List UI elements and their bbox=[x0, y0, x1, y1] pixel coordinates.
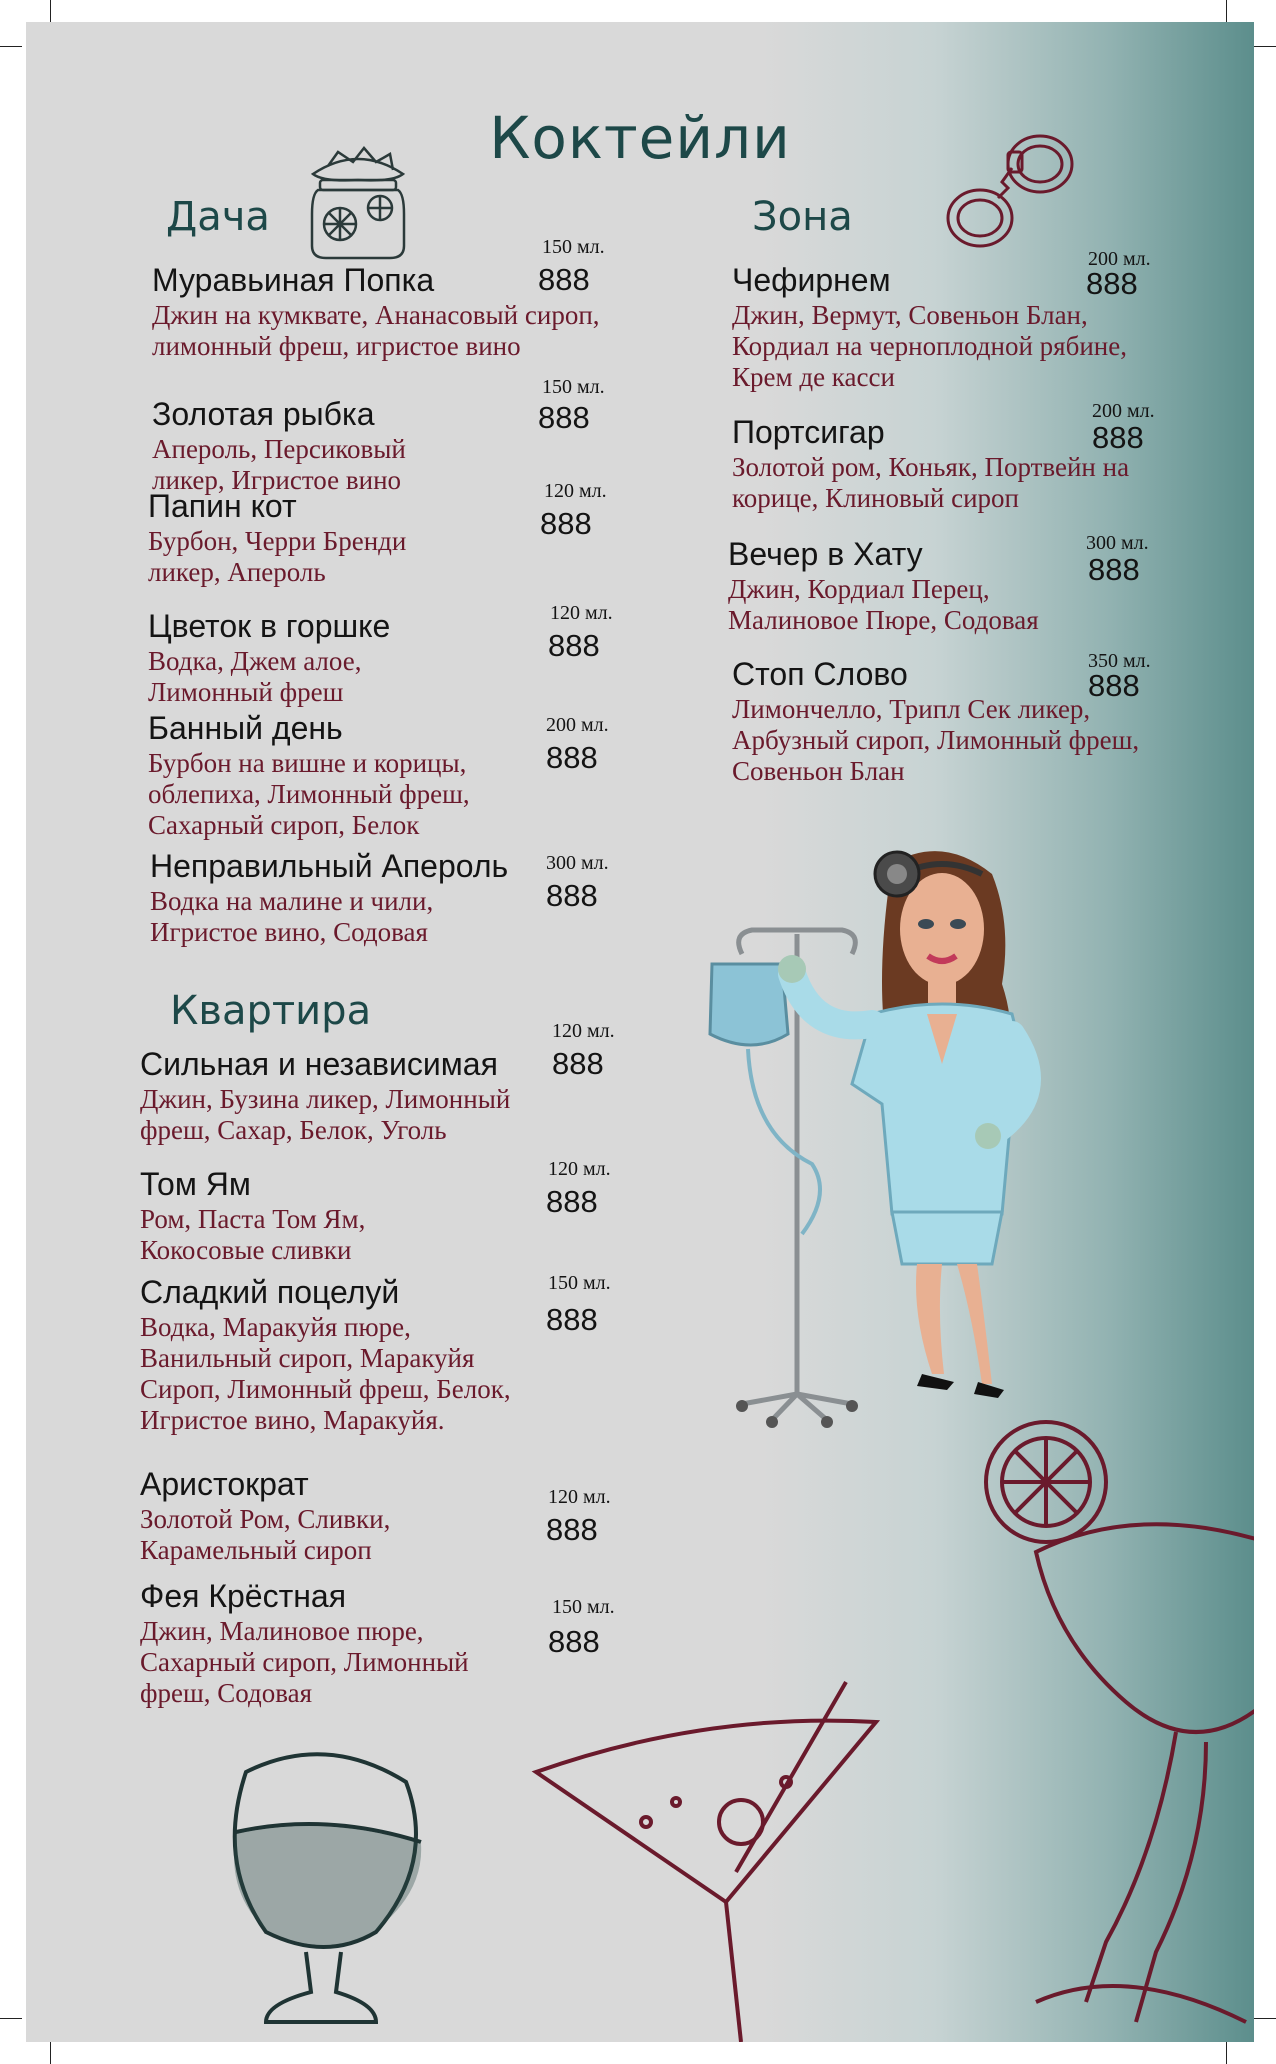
item-name: Стоп Слово bbox=[732, 656, 908, 692]
item-name: Золотая рыбка bbox=[152, 396, 375, 432]
menu-item bbox=[140, 1046, 580, 1146]
item-name: Цветок в горшке bbox=[148, 608, 391, 644]
item-volume: 300 мл. bbox=[1086, 532, 1149, 554]
page-title: Коктейли bbox=[489, 104, 791, 172]
crop-mark bbox=[1254, 46, 1276, 47]
item-volume: 200 мл. bbox=[1092, 400, 1155, 422]
crop-mark bbox=[50, 0, 51, 22]
menu-item bbox=[140, 1466, 470, 1566]
item-price: 888 bbox=[1088, 668, 1140, 703]
item-volume: 200 мл. bbox=[1088, 248, 1151, 270]
item-name: Банный день bbox=[148, 710, 343, 746]
item-description: Ром, Паста Том Ям, Кокосовые сливки bbox=[140, 1204, 366, 1265]
menu-item bbox=[148, 608, 448, 708]
item-price: 888 bbox=[546, 1302, 598, 1337]
item-volume: 300 мл. bbox=[546, 852, 609, 874]
item-volume: 150 мл. bbox=[542, 236, 605, 258]
margarita-glass-icon bbox=[976, 1402, 1254, 2042]
item-volume: 120 мл. bbox=[550, 602, 613, 624]
item-description: Бурбон на вишне и корицы, облепиха, Лимонный фреш, Сахарный сироп, Белок bbox=[148, 748, 470, 840]
item-name: Вечер в Хату bbox=[728, 536, 923, 572]
handcuffs-icon bbox=[942, 126, 1082, 256]
item-description: Джин, Малиновое пюре, Сахарный сироп, Лимонный фреш, Содовая bbox=[140, 1616, 469, 1708]
item-price: 888 bbox=[548, 628, 600, 663]
section-title-kvartira: Квартира bbox=[170, 988, 372, 1034]
item-price: 888 bbox=[1092, 420, 1144, 455]
menu-item bbox=[148, 488, 478, 588]
item-volume: 120 мл. bbox=[552, 1020, 615, 1042]
menu-item bbox=[140, 1166, 450, 1266]
item-name: Аристократ bbox=[140, 1466, 309, 1502]
item-description: Джин на кумквате, Ананасовый сироп, лимонный фреш, игристое вино bbox=[152, 300, 600, 361]
crop-mark bbox=[1226, 0, 1227, 22]
item-volume: 150 мл. bbox=[542, 376, 605, 398]
item-volume: 150 мл. bbox=[548, 1272, 611, 1294]
item-volume: 120 мл. bbox=[544, 480, 607, 502]
menu-item bbox=[140, 1274, 530, 1436]
menu-item bbox=[148, 710, 538, 841]
item-price: 888 bbox=[538, 262, 590, 297]
item-description: Водка на малине и чили, Игристое вино, Содовая bbox=[150, 886, 434, 947]
menu-item bbox=[150, 848, 530, 948]
menu-item bbox=[728, 536, 1108, 636]
item-description: Лимончелло, Трипл Сек ликер, Арбузный сироп, Лимонный фреш, Совеньон Блан bbox=[732, 694, 1140, 786]
item-volume: 150 мл. bbox=[552, 1596, 615, 1618]
item-name: Сладкий поцелуй bbox=[140, 1274, 400, 1310]
item-volume: 120 мл. bbox=[548, 1486, 611, 1508]
item-price: 888 bbox=[546, 878, 598, 913]
item-description: Водка, Джем алое, Лимонный фреш bbox=[148, 646, 362, 707]
item-price: 888 bbox=[548, 1624, 600, 1659]
jam-jar-icon bbox=[298, 134, 418, 264]
item-name: Сильная и независимая bbox=[140, 1046, 498, 1082]
item-description: Золотой ром, Коньяк, Портвейн на корице, Клиновый сироп bbox=[732, 452, 1130, 513]
item-name: Чефирнем bbox=[732, 262, 891, 298]
item-price: 888 bbox=[1086, 266, 1138, 301]
item-name: Неправильный Апероль bbox=[150, 848, 509, 884]
item-price: 888 bbox=[546, 1184, 598, 1219]
item-description: Джин, Бузина ликер, Лимонный фреш, Сахар, Белок, Уголь bbox=[140, 1084, 511, 1145]
crop-mark bbox=[1226, 2042, 1227, 2064]
item-description: Водка, Маракуйя пюре, Ванильный сироп, Маракуйя Сироп, Лимонный фреш, Белок, Игристое вино, Маракуйя. bbox=[140, 1312, 511, 1435]
nurse-illustration bbox=[692, 834, 1102, 1434]
menu-page bbox=[26, 22, 1254, 2042]
cognac-glass-icon bbox=[206, 1742, 446, 2042]
item-name: Том Ям bbox=[140, 1166, 251, 1202]
item-name: Портсигар bbox=[732, 414, 885, 450]
item-name: Папин кот bbox=[148, 488, 297, 524]
item-description: Золотой Ром, Сливки, Карамельный сироп bbox=[140, 1504, 391, 1565]
item-price: 888 bbox=[540, 506, 592, 541]
item-volume: 200 мл. bbox=[546, 714, 609, 736]
crop-mark bbox=[0, 46, 22, 47]
martini-glass-icon bbox=[526, 1672, 906, 2042]
item-name: Фея Крёстная bbox=[140, 1578, 347, 1614]
item-volume: 350 мл. bbox=[1088, 650, 1151, 672]
item-price: 888 bbox=[546, 740, 598, 775]
section-title-zona: Зона bbox=[752, 194, 853, 240]
item-name: Муравьиная Попка bbox=[152, 262, 435, 298]
section-title-dacha: Дача bbox=[166, 194, 270, 240]
item-price: 888 bbox=[552, 1046, 604, 1081]
item-description: Джин, Вермут, Совеньон Блан, Кордиал на черноплодной рябине, Крем де касси bbox=[732, 300, 1127, 392]
item-price: 888 bbox=[1088, 552, 1140, 587]
item-description: Джин, Кордиал Перец, Малиновое Пюре, Содовая bbox=[728, 574, 1039, 635]
crop-mark bbox=[0, 2018, 22, 2019]
item-description: Бурбон, Черри Бренди ликер, Апероль bbox=[148, 526, 407, 587]
crop-mark bbox=[50, 2042, 51, 2064]
item-price: 888 bbox=[538, 400, 590, 435]
item-description: Апероль, Персиковый ликер, Игристое вино bbox=[152, 434, 406, 495]
crop-mark bbox=[1254, 2018, 1276, 2019]
item-volume: 120 мл. bbox=[548, 1158, 611, 1180]
item-price: 888 bbox=[546, 1512, 598, 1547]
menu-item bbox=[140, 1578, 530, 1709]
menu-item bbox=[152, 396, 482, 496]
